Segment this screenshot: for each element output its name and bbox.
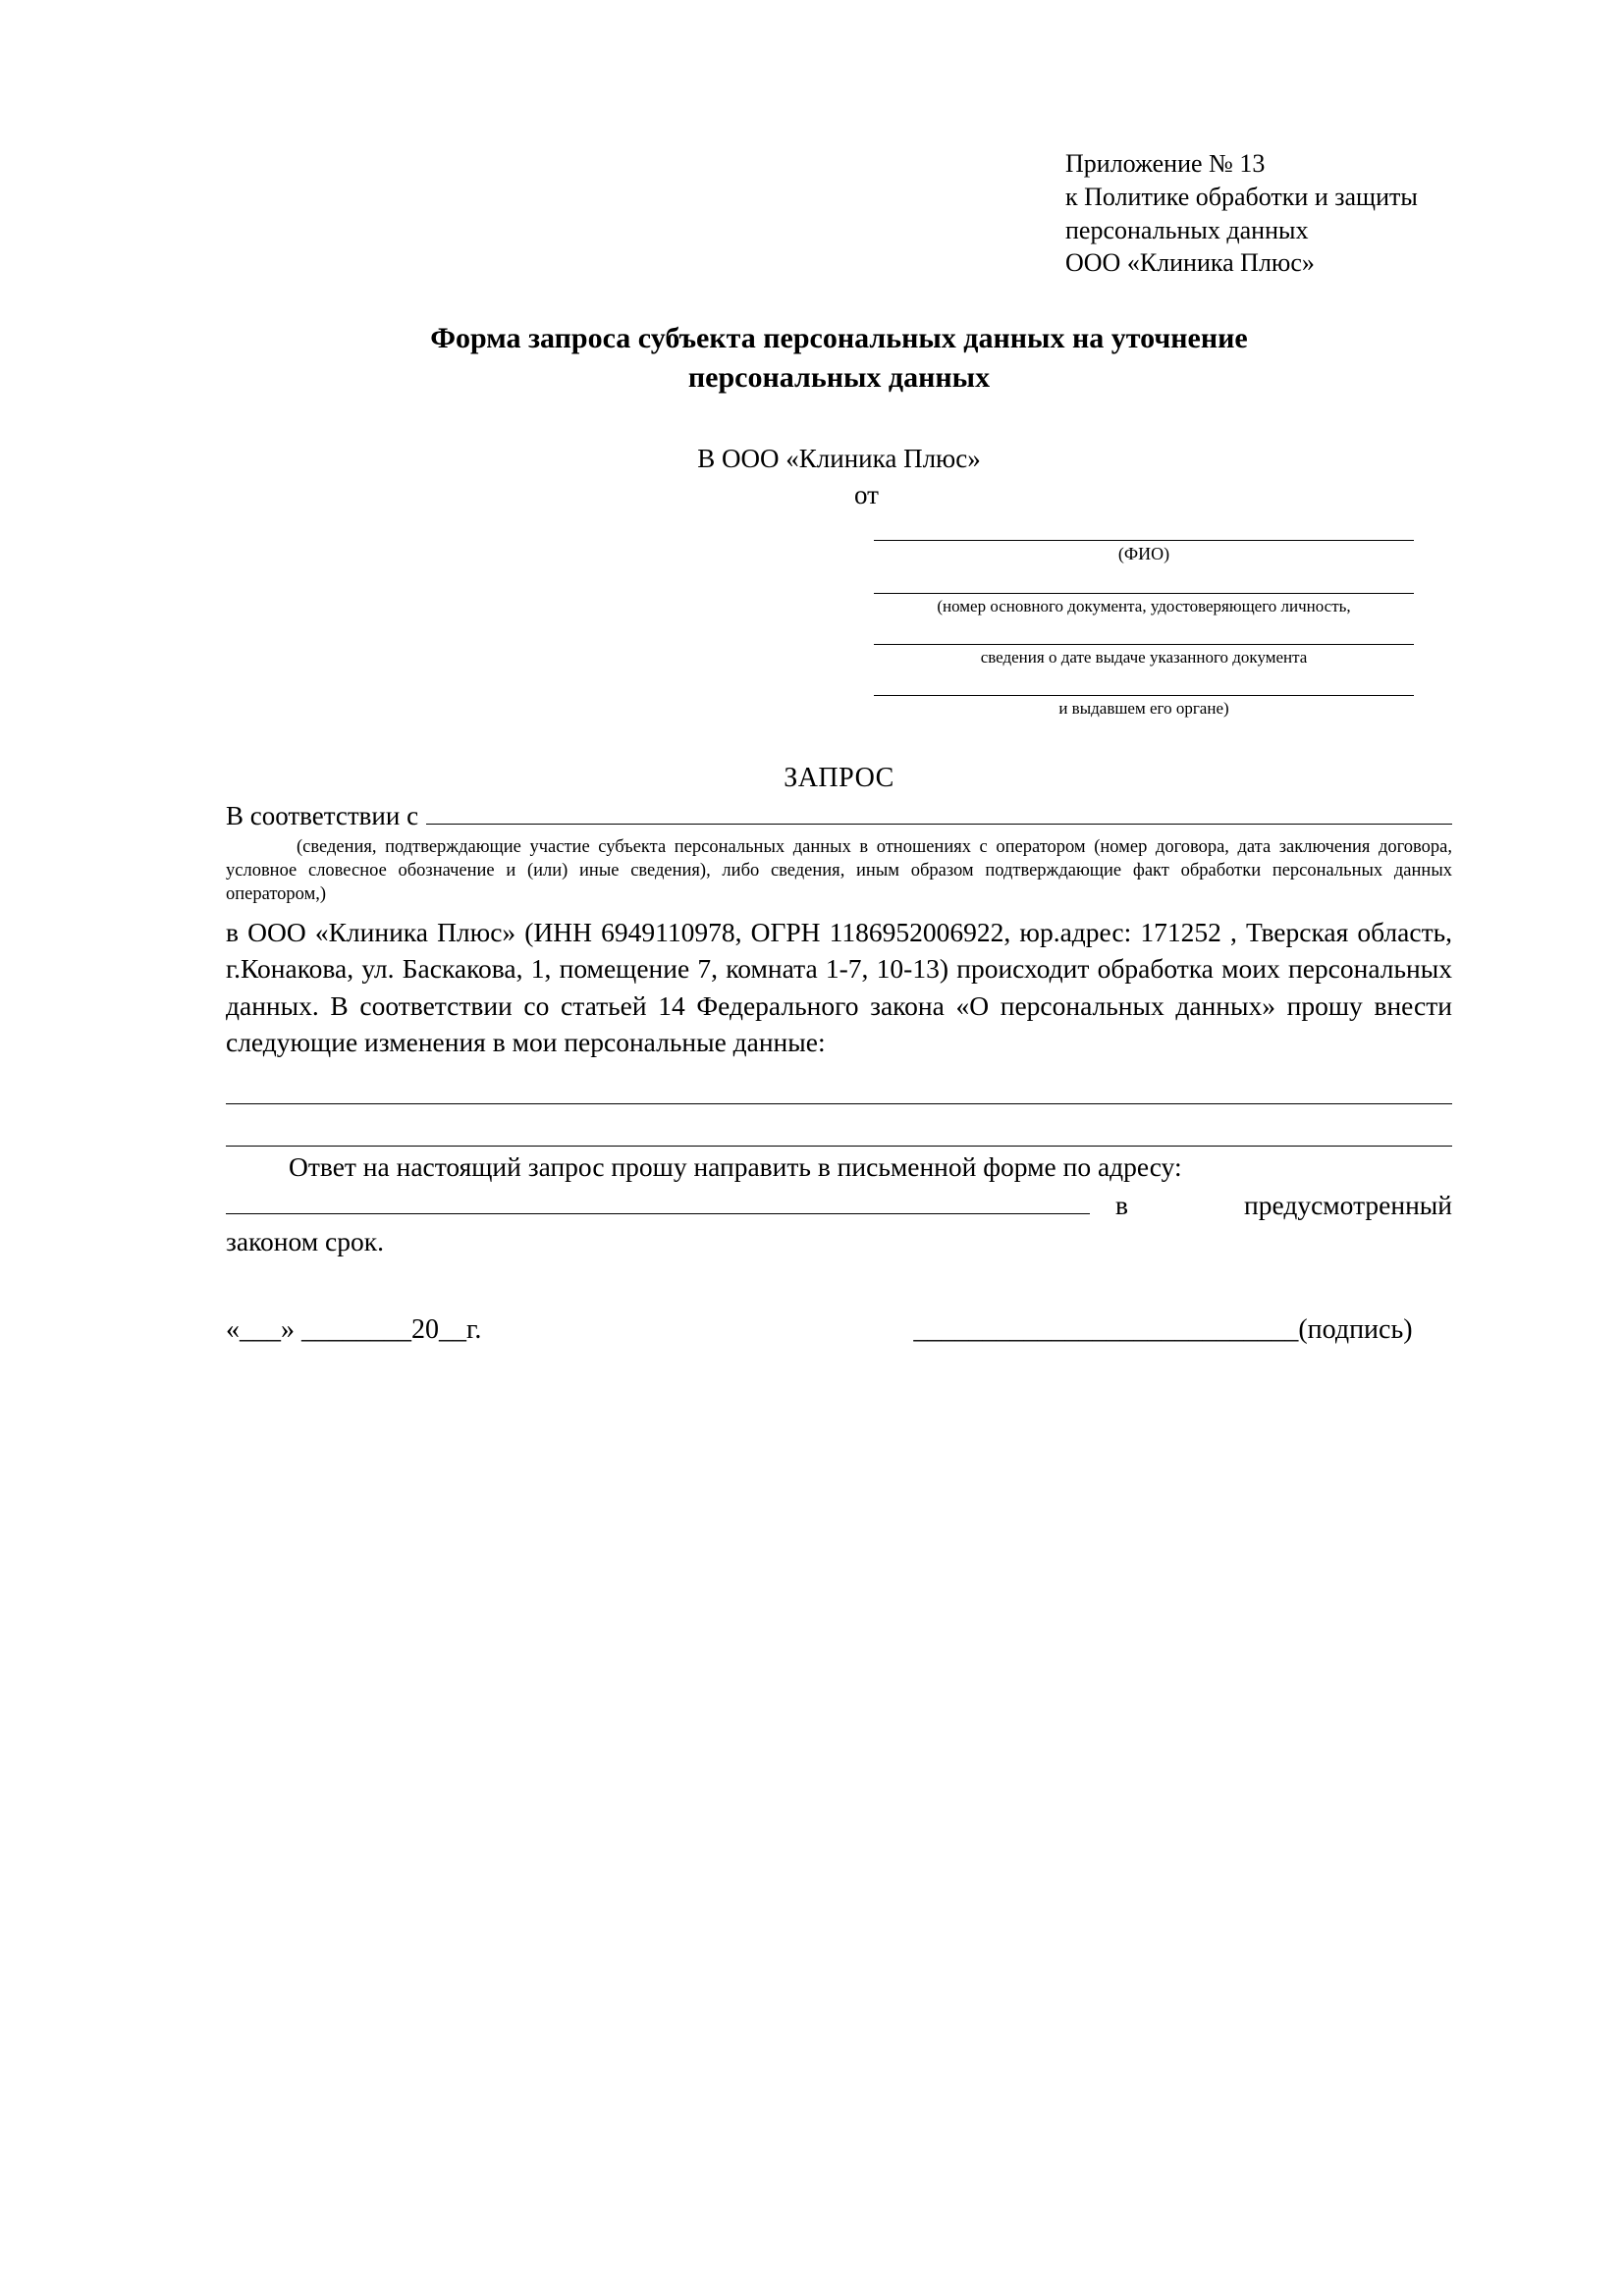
in-accordance-label: В соответствии с bbox=[226, 800, 419, 830]
addressee-from-row bbox=[226, 480, 1452, 510]
in-accordance-row bbox=[226, 800, 1452, 831]
applicant-fields bbox=[874, 514, 1414, 719]
addressee-to: В ООО «Клиника Плюс» bbox=[697, 444, 981, 474]
answer-tail-word-1: в bbox=[1115, 1189, 1128, 1220]
fio-input-line[interactable] bbox=[874, 514, 1414, 541]
signature-field[interactable]: ____________________________(подпись) bbox=[913, 1314, 1413, 1346]
signature-row bbox=[226, 1314, 1452, 1346]
changes-input-line-1[interactable] bbox=[226, 1060, 1452, 1104]
answer-tail bbox=[1090, 1190, 1452, 1221]
answer-tail-line-3: законом срок. bbox=[226, 1225, 384, 1256]
date-field[interactable]: «___» ________20__г. bbox=[226, 1314, 482, 1346]
answer-address-input-line[interactable] bbox=[226, 1188, 1090, 1214]
appendix-line-3: персональных данных bbox=[1065, 215, 1309, 244]
answer-intro-text bbox=[226, 1148, 1452, 1185]
page-title-line-1: Форма запроса субъекта персональных данных на уточнение bbox=[430, 322, 1248, 355]
page-title bbox=[226, 319, 1452, 397]
appendix-reference bbox=[1065, 147, 1452, 280]
in-accordance-note-text: (сведения, подтверждающие участие субъекта персональных данных в отношениях с оператором (номер договора, дата заключения договора, условное словесное обозначение и (или) иные сведения), либо сведения, иным образом подтверждающие факт обработки персональных данных оператором,) bbox=[226, 836, 1452, 904]
issuing-authority-input-line[interactable] bbox=[874, 673, 1414, 696]
document-date-caption: сведения о дате выдаче указанного документа bbox=[980, 648, 1308, 667]
document-number-caption: (номер основного документа, удостоверяющего личность, bbox=[937, 596, 1351, 615]
appendix-line-2: к Политике обработки и защиты bbox=[1065, 182, 1418, 211]
changes-input-line-2[interactable] bbox=[226, 1104, 1452, 1147]
document-number-input-line[interactable] bbox=[874, 571, 1414, 594]
request-heading: ЗАПРОС bbox=[784, 762, 894, 793]
fio-caption: (ФИО) bbox=[1117, 544, 1170, 564]
page-title-line-2: персональных данных bbox=[687, 360, 991, 394]
in-accordance-note bbox=[226, 835, 1452, 906]
addressee-from-label: от bbox=[854, 480, 879, 510]
appendix-line-1: Приложение № 13 bbox=[1065, 149, 1266, 178]
appendix-line-4: ООО «Клиника Плюс» bbox=[1065, 248, 1315, 278]
answer-tail-word-2: предусмотренный bbox=[1244, 1189, 1452, 1220]
request-body-text: в ООО «Клиника Плюс» (ИНН 6949110978, ОГРН 1186952006922, юр.адрес: 171252 , Тверская область, г.Конакова, ул. Баскакова, 1, помещение 7, комната 1-7, 10-13) происходит обработка моих персональных данных. В соответствии со статьей 14 Федерального закона «О персональных данных» прошу внести следующие изменения в мои персональные данные: bbox=[226, 916, 1452, 1057]
answer-intro-label: Ответ на настоящий запрос прошу направить в письменной форме по адресу: bbox=[289, 1151, 1182, 1183]
answer-address-row bbox=[226, 1188, 1452, 1221]
document-date-input-line[interactable] bbox=[874, 622, 1414, 645]
in-accordance-input-line[interactable] bbox=[426, 800, 1452, 825]
issuing-authority-caption: и выдавшем его органе) bbox=[1058, 699, 1229, 719]
